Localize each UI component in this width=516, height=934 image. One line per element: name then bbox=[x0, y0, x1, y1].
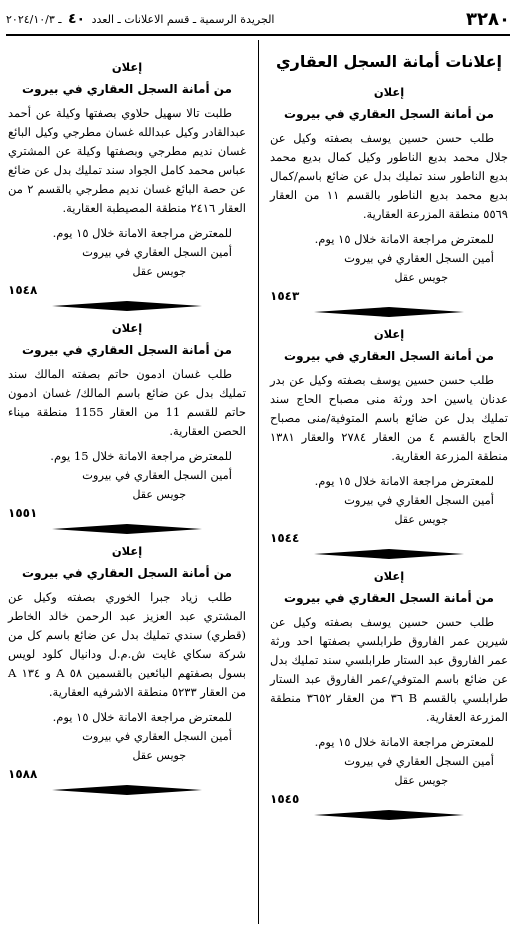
issue-number: ٤٠ bbox=[68, 11, 86, 27]
left-column bbox=[8, 40, 246, 805]
notice bbox=[270, 569, 508, 806]
notice-number: ١٥٨٨ bbox=[8, 767, 38, 781]
notice-heading: إعلان bbox=[373, 85, 405, 99]
notice-heading: إعلان bbox=[373, 569, 405, 583]
notice bbox=[270, 327, 508, 545]
header-title bbox=[6, 11, 274, 27]
notice-signer-title: أمين السجل العقاري في بيروت bbox=[82, 729, 232, 743]
notice-objection: للمعترض مراجعة الامانة خلال ١٥ يوم. bbox=[314, 232, 494, 246]
notice-number: ١٥٥١ bbox=[8, 506, 38, 520]
notice-objection: للمعترض مراجعة الامانة خلال ١٥ يوم. bbox=[52, 226, 232, 240]
notice-objection: للمعترض مراجعة الامانة خلال ١٥ يوم. bbox=[314, 474, 494, 488]
notice-body: طلب حسن حسين يوسف بصفته وكيل عن جلال محمد بديع الناطور وكيل كمال بديع محمد بديع الناطور سند تمليك بدل عن ضائع باسم/كمال بديع محمد بديع الناطور بالقسم ١١ من العقار ٥٥٦٩ منطقة المزرعة العقارية. bbox=[270, 131, 508, 221]
notice-objection: للمعترض مراجعة الامانة خلال 15 يوم. bbox=[50, 449, 232, 463]
separator-ornament bbox=[8, 785, 246, 795]
notice-objection: للمعترض مراجعة الامانة خلال ١٥ يوم. bbox=[314, 735, 494, 749]
notice-subheading: من أمانة السجل العقاري في بيروت bbox=[22, 566, 232, 580]
header-rule bbox=[6, 34, 510, 36]
notice-heading: إعلان bbox=[373, 327, 405, 341]
notice-signer-name: جويس عقل bbox=[132, 265, 186, 278]
notice-signer-name: جويس عقل bbox=[394, 513, 448, 526]
notice-heading: إعلان bbox=[111, 544, 143, 558]
separator-ornament bbox=[270, 307, 508, 317]
separator-ornament bbox=[270, 549, 508, 559]
separator-ornament bbox=[270, 810, 508, 820]
notice-subheading: من أمانة السجل العقاري في بيروت bbox=[22, 82, 232, 96]
notice-body: طلبت تالا سهيل حلاوي بصفتها وكيلة عن أحمد عبدالقادر وكيل عبدالله غسان مطرجي وكيل البائع غسان نديم مطرجي وبصفتها وكيلة عن المشتري عباس محمد كامل الجواد سند تمليك بدل عن ضائع عن حصة البائع غسان نديم مطرجي بالقسم ٢ من العقار ٢٤١٦ منطقة المصيطبة العقارية. bbox=[8, 106, 246, 215]
notice-signer-title: أمين السجل العقاري في بيروت bbox=[344, 493, 494, 507]
notice-signer-title: أمين السجل العقاري في بيروت bbox=[344, 754, 494, 768]
notice-number: ١٥٤٨ bbox=[8, 283, 38, 297]
section-title: إعلانات أمانة السجل العقاري bbox=[276, 52, 502, 71]
notice-signer-name: جويس عقل bbox=[394, 271, 448, 284]
notice-number: ١٥٤٤ bbox=[270, 531, 300, 545]
notice-signer-title: أمين السجل العقاري في بيروت bbox=[82, 245, 232, 259]
notice-number: ١٥٤٣ bbox=[270, 289, 300, 303]
notice-subheading: من أمانة السجل العقاري في بيروت bbox=[284, 349, 494, 363]
notice-subheading: من أمانة السجل العقاري في بيروت bbox=[22, 343, 232, 357]
notice-signer-title: أمين السجل العقاري في بيروت bbox=[82, 468, 232, 482]
notice-signer-name: جويس عقل bbox=[132, 749, 186, 762]
notice-number: ١٥٤٥ bbox=[270, 792, 300, 806]
page-number: ٣٢٨٠ bbox=[466, 8, 510, 30]
separator-ornament bbox=[8, 524, 246, 534]
issue-date: ـ ٢٠٢٤/١٠/٣ bbox=[6, 13, 62, 26]
right-column bbox=[270, 40, 508, 830]
notice-signer-name: جويس عقل bbox=[132, 488, 186, 501]
notice-body: طلب زياد جبرا الخوري بصفته وكيل عن المشتري عبد العزيز عبد الرحمن خالد الخاطر (قطري) سندي تمليك بدل عن ضائع باسم كل من شركة سكاي غايت ش.م.ل ودانيال كلود لويس بسول بصفتهم البائعين بالقسمين ٥٨ A و ١٣٤ A من العقار ٥٢٣٣ منطقة الاشرفيه العقارية. bbox=[8, 590, 247, 699]
notice bbox=[270, 85, 508, 303]
notice-signer-title: أمين السجل العقاري في بيروت bbox=[344, 251, 494, 265]
notice bbox=[8, 60, 246, 297]
notice-body: طلب حسن حسين يوسف بصفته وكيل عن شيرين عمر الفاروق طرابلسي بصفتها احد ورثة عمر الفاروق عبد الستار طرابلسي سند تمليك بدل عن ضائع باسم المتوفي/عمر الفاروق عبد الستار طرابلسي بالقسم B ٣٦ من العقار ٣٦٥٢ منطقة المزرعة العقارية. bbox=[270, 615, 509, 724]
separator-ornament bbox=[8, 301, 246, 311]
notice-subheading: من أمانة السجل العقاري في بيروت bbox=[284, 591, 494, 605]
column-divider bbox=[258, 40, 259, 924]
notice-signer-name: جويس عقل bbox=[394, 774, 448, 787]
notice-body: طلب حسن حسين يوسف بصفته وكيل عن بدر عدنان ياسين احد ورثة منى مصباح الحاج سند تمليك بدل عن ضائع باسم المتوفية/منى مصباح الحاج بالقسم ٤ من العقار ٢٧٨٤ والعقار ١٣٨١ منطقة المزرعة العقارية. bbox=[270, 373, 508, 463]
notice-subheading: من أمانة السجل العقاري في بيروت bbox=[284, 107, 494, 121]
notice bbox=[8, 544, 246, 781]
gazette-title: الجريدة الرسمية ـ قسم الاعلانات ـ العدد bbox=[91, 13, 275, 26]
notice bbox=[8, 321, 246, 520]
notice-heading: إعلان bbox=[111, 60, 143, 74]
notice-objection: للمعترض مراجعة الامانة خلال ١٥ يوم. bbox=[52, 710, 232, 724]
notice-heading: إعلان bbox=[111, 321, 143, 335]
page-header bbox=[6, 8, 510, 30]
notice-body: طلب غسان ادمون حاتم بصفته المالك سند تمليك بدل عن ضائع باسم المالك/ غسان ادمون حاتم للقسم 11 من العقار 1155 منطقة ميناء الحصن العقارية. bbox=[8, 367, 246, 438]
